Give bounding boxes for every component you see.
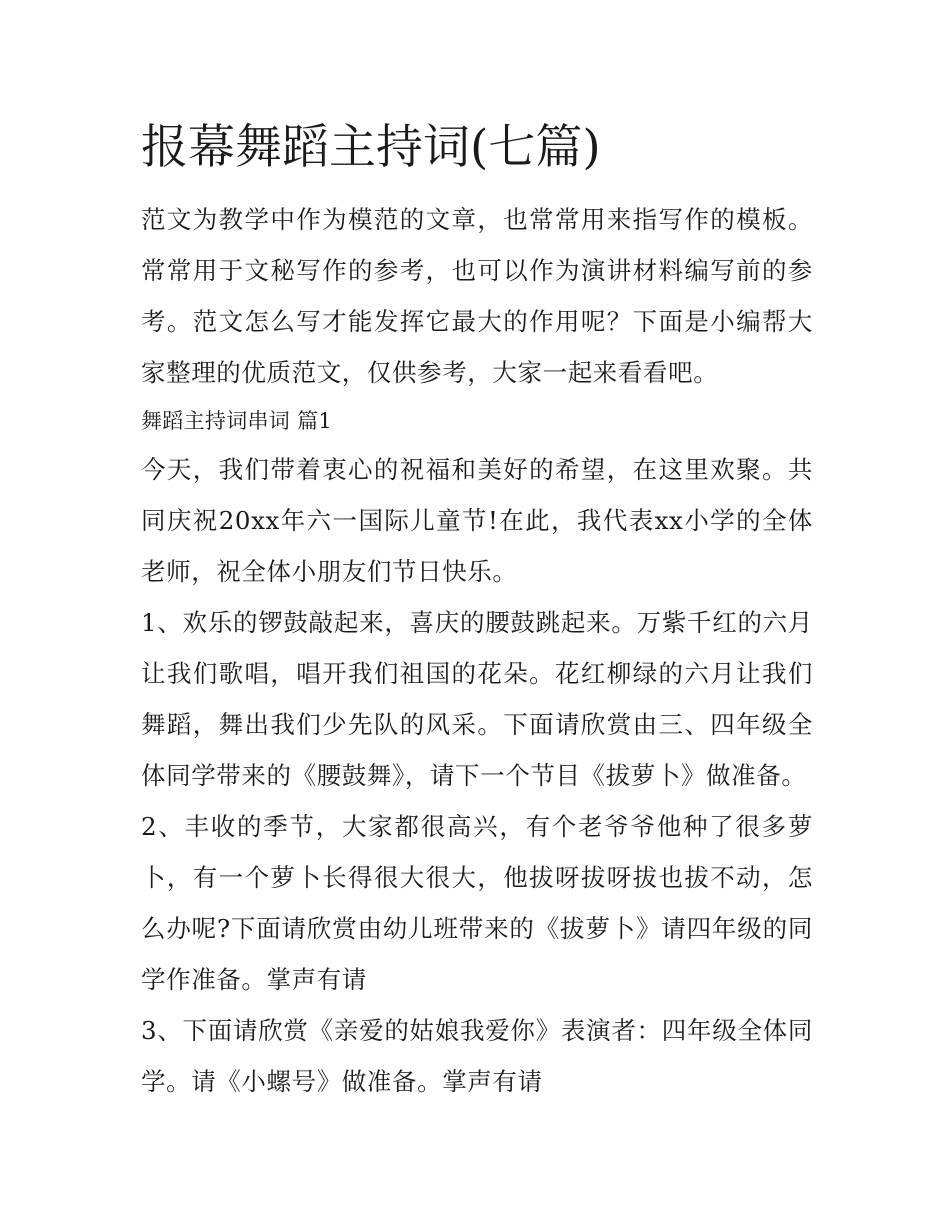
section-heading: 舞蹈主持词串词 篇1 (141, 409, 333, 433)
body-paragraph-item-2: 2、丰收的季节，大家都很高兴，有个老爷爷他种了很多萝卜，有一个萝卜长得很大很大，他拔呀拔呀拔也拔不动，怎么办呢?下面请欣赏由幼儿班带来的《拔萝卜》请四年级的同学作准备。掌声有请 (141, 812, 813, 994)
body-paragraph-opening: 今天，我们带着衷心的祝福和美好的希望，在这里欢聚。共同庆祝20xx年六一国际儿童节!在此，我代表xx小学的全体老师，祝全体小朋友们节日快乐。 (141, 455, 813, 586)
intro-paragraph: 范文为教学中作为模范的文章，也常常用来指写作的模板。常常用于文秘写作的参考，也可以作为演讲材料编写前的参考。范文怎么写才能发挥它最大的作用呢？下面是小编帮大家整理的优质范文，仅供参考，大家一起来看看吧。 (141, 205, 813, 387)
document-page (141, 112, 813, 1107)
document-title: 报幕舞蹈主持词(七篇) (141, 120, 601, 175)
body-paragraph-item-3: 3、下面请欣赏《亲爱的姑娘我爱你》表演者：四年级全体同学。请《小螺号》做准备。掌声有请 (141, 1016, 813, 1096)
body-paragraph-item-1: 1、欢乐的锣鼓敲起来，喜庆的腰鼓跳起来。万紫千红的六月让我们歌唱，唱开我们祖国的花朵。花红柳绿的六月让我们舞蹈，舞出我们少先队的风采。下面请欣赏由三、四年级全体同学带来的《腰鼓舞》，请下一个节目《拔萝卜》做准备。 (141, 608, 813, 790)
